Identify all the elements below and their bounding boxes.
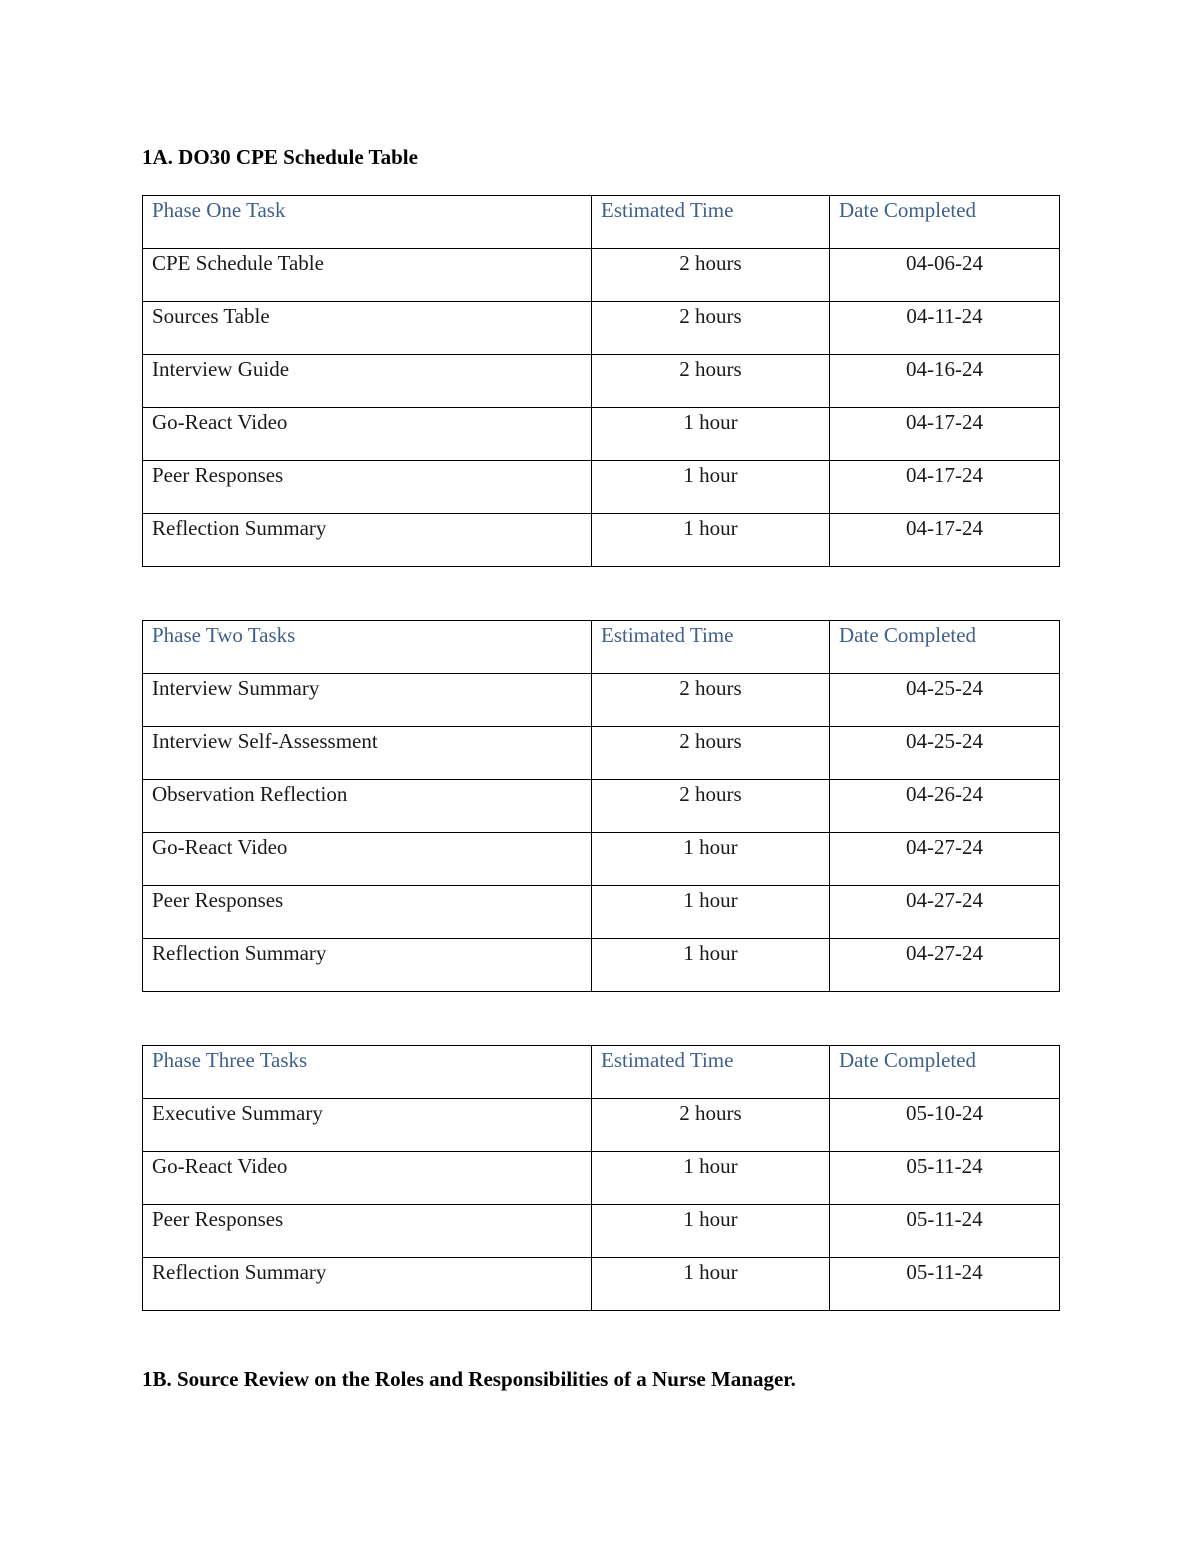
time-cell: 1 hour [592, 1258, 830, 1311]
date-cell: 04-17-24 [830, 514, 1060, 567]
task-cell: Interview Summary [143, 674, 592, 727]
time-cell: 1 hour [592, 886, 830, 939]
table-row [143, 1205, 1060, 1258]
header-estimated-time: Estimated Time [592, 196, 830, 249]
header-date-completed: Date Completed [830, 1046, 1060, 1099]
task-cell: Peer Responses [143, 461, 592, 514]
date-cell: 04-25-24 [830, 674, 1060, 727]
time-cell: 2 hours [592, 727, 830, 780]
header-date-completed: Date Completed [830, 621, 1060, 674]
time-cell: 2 hours [592, 249, 830, 302]
task-cell: Peer Responses [143, 886, 592, 939]
time-cell: 1 hour [592, 514, 830, 567]
time-cell: 1 hour [592, 1205, 830, 1258]
task-cell: Reflection Summary [143, 939, 592, 992]
task-cell: Executive Summary [143, 1099, 592, 1152]
table-row [143, 833, 1060, 886]
date-cell: 05-11-24 [830, 1205, 1060, 1258]
time-cell: 1 hour [592, 833, 830, 886]
phase-one-table [142, 195, 1060, 567]
table-header-row [143, 196, 1060, 249]
time-cell: 2 hours [592, 1099, 830, 1152]
date-cell: 04-11-24 [830, 302, 1060, 355]
table-row [143, 302, 1060, 355]
date-cell: 04-17-24 [830, 461, 1060, 514]
task-cell: Sources Table [143, 302, 592, 355]
phase-three-table [142, 1045, 1060, 1311]
time-cell: 1 hour [592, 1152, 830, 1205]
date-cell: 04-17-24 [830, 408, 1060, 461]
section-heading-1a: 1A. DO30 CPE Schedule Table [142, 145, 418, 169]
date-cell: 04-26-24 [830, 780, 1060, 833]
table-row [143, 727, 1060, 780]
table-row [143, 249, 1060, 302]
task-cell: Peer Responses [143, 1205, 592, 1258]
section-heading-1b: 1B. Source Review on the Roles and Responsibilities of a Nurse Manager. [142, 1367, 796, 1391]
date-cell: 04-27-24 [830, 833, 1060, 886]
table-row [143, 886, 1060, 939]
table-row [143, 939, 1060, 992]
table-row [143, 461, 1060, 514]
header-task: Phase One Task [143, 196, 592, 249]
table-row [143, 1099, 1060, 1152]
task-cell: Interview Guide [143, 355, 592, 408]
task-cell: Reflection Summary [143, 1258, 592, 1311]
time-cell: 2 hours [592, 674, 830, 727]
table-header-row [143, 1046, 1060, 1099]
time-cell: 1 hour [592, 408, 830, 461]
date-cell: 05-11-24 [830, 1258, 1060, 1311]
table-row [143, 408, 1060, 461]
header-estimated-time: Estimated Time [592, 621, 830, 674]
table-row [143, 1258, 1060, 1311]
time-cell: 1 hour [592, 939, 830, 992]
time-cell: 1 hour [592, 461, 830, 514]
date-cell: 04-16-24 [830, 355, 1060, 408]
table-row [143, 355, 1060, 408]
table-row [143, 1152, 1060, 1205]
date-cell: 05-11-24 [830, 1152, 1060, 1205]
header-task: Phase Three Tasks [143, 1046, 592, 1099]
task-cell: Go-React Video [143, 408, 592, 461]
task-cell: Reflection Summary [143, 514, 592, 567]
date-cell: 04-25-24 [830, 727, 1060, 780]
time-cell: 2 hours [592, 780, 830, 833]
date-cell: 04-06-24 [830, 249, 1060, 302]
header-date-completed: Date Completed [830, 196, 1060, 249]
task-cell: Interview Self-Assessment [143, 727, 592, 780]
time-cell: 2 hours [592, 302, 830, 355]
header-task: Phase Two Tasks [143, 621, 592, 674]
date-cell: 04-27-24 [830, 939, 1060, 992]
time-cell: 2 hours [592, 355, 830, 408]
task-cell: CPE Schedule Table [143, 249, 592, 302]
date-cell: 05-10-24 [830, 1099, 1060, 1152]
table-row [143, 514, 1060, 567]
table-header-row [143, 621, 1060, 674]
table-row [143, 780, 1060, 833]
task-cell: Observation Reflection [143, 780, 592, 833]
table-row [143, 674, 1060, 727]
header-estimated-time: Estimated Time [592, 1046, 830, 1099]
phase-two-table [142, 620, 1060, 992]
task-cell: Go-React Video [143, 833, 592, 886]
task-cell: Go-React Video [143, 1152, 592, 1205]
date-cell: 04-27-24 [830, 886, 1060, 939]
